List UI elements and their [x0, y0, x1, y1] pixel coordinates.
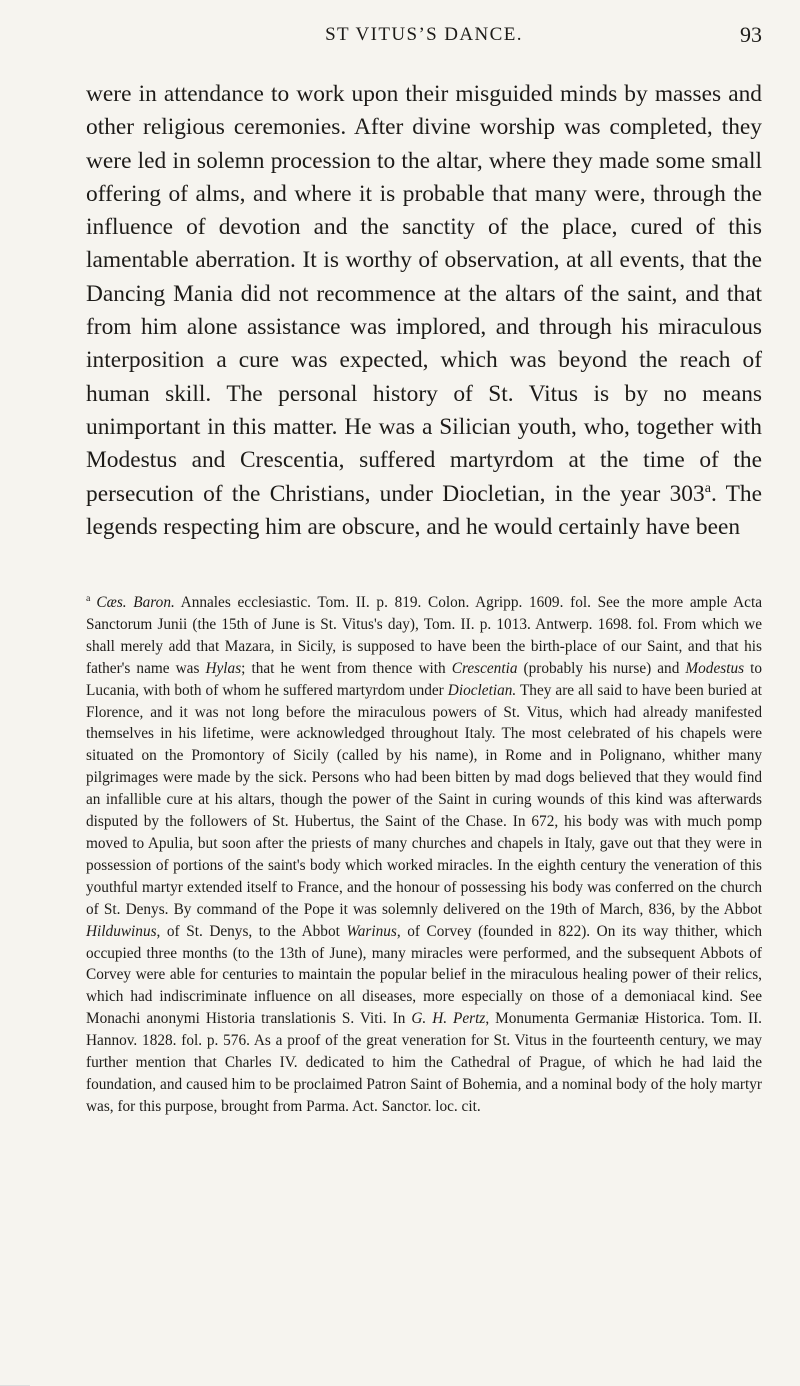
footnote-text-2: ; that he went from thence with	[241, 659, 452, 677]
footnote-text-7: , of Corvey (founded in 822). On its way thither, which occupied three months (to the 13th of June), many miracles were performed, and the subsequent Abbots of Corvey were able for centuries to maintain the popular belief in the miraculous healing power of their relics, which had indiscriminate influence on all diseases, more especially on those of a demoniacal kind. See Monachi anonymi Historia translationis S. Viti. In	[86, 922, 762, 1028]
footnote-text-3: (probably his nurse) and	[517, 659, 686, 677]
footnote-author: Cæs. Baron.	[96, 594, 175, 611]
page-header	[86, 24, 762, 54]
main-text-part-2: . The legends respecting him are obscure, and he would certainly have been	[86, 480, 763, 540]
name-crescentia: Crescentia	[451, 659, 518, 677]
name-modestus: Modestus	[685, 659, 745, 677]
footnote-text-6: , of St. Denys, to the Abbot	[156, 922, 347, 940]
name-hylas: Hylas	[205, 659, 242, 677]
footnote-text-5: They are all said to have been buried at Florence, and it was not long before the miraculous powers of St. Vitus, which had already manifested themselves in his lifetime, were acknowledged throughout Italy. The most celebrated of his chapels were situated on the Promontory of Sicily (called by his name), in Rome and in Polignano, whither many pilgrimages were made by the sick. Persons who had been bitten by mad dogs believed that they would find an infallible cure at his altars, though the power of the Saint in curing wounds of this kind was afterwards disputed by the followers of St. Hubertus, the Saint of the Chase. In 672, his body was with much pomp moved to Apulia, but soon after the priests of many churches and chapels in Italy, gave out that they were in possession of portions of the saint's body which worked miracles. In the eighth century the veneration of this youthful martyr extended itself to France, and the honour of possessing his body was conferred on the church of St. Denys. By command of the Pope it was solemnly delivered on the 19th of March, 836, by the Abbot	[86, 681, 762, 918]
footnote-reference: a	[704, 479, 711, 496]
footnote	[86, 592, 762, 1118]
page-number: 93	[740, 22, 762, 47]
footnote-marker: a	[86, 592, 91, 604]
name-pertz: G. H. Pertz	[411, 1010, 486, 1028]
main-paragraph	[86, 78, 762, 544]
footnote-text-4: to Lucania, with both of whom he suffered martyrdom under	[86, 659, 762, 699]
footnote-text-1: Annales ecclesiastic. Tom. II. p. 819. Colon. Agripp. 1609. fol. See the more ample Acta Sanctorum Junii (the 15th of June is St. Vitus's day), Tom. II. p. 1013. Antwerp. 1698. fol. From which we shall merely add that Mazara, in Sicily, is supposed to have been the birth-place of our Saint, and that his father's name was	[86, 594, 763, 677]
footnote-text-8: , Monumenta Germaniæ Historica. Tom. II. Hannov. 1828. fol. p. 576. As a proof of the great veneration for St. Vitus in the fourteenth century, we may further mention that Charles IV. dedicated to him the Cathedral of Prague, of which he had laid the foundation, and caused him to be proclaimed Patron Saint of Bohemia, and a nominal body of the holy martyr was, for this purpose, brought from Parma. Act. Sanctor. loc. cit.	[86, 1010, 762, 1115]
name-warinus: Warinus	[346, 922, 397, 940]
running-title: ST VITUS’S DANCE.	[325, 24, 523, 45]
name-hilduwinus: Hilduwinus	[86, 922, 157, 940]
main-text-part-1: were in attendance to work upon their misguided minds by masses and other religious ceremonies. After divine worship was completed, they were led in solemn procession to the altar, where they made some small offering of alms, and where it is probable that many were, through the influence of devotion and the sanctity of the place, cured of this lamentable aberration. It is worthy of observation, at all events, that the Dancing Mania did not recommence at the altars of the saint, and that from him alone assistance was implored, and through his miraculous interposition a cure was expected, which was beyond the reach of human skill. The personal history of St. Vitus is by no means unimportant in this matter. He was a Silician youth, who, together with Modestus and Crescentia, suffered martyrdom at the time of the persecution of the Christians, under Diocletian, in the year 303	[86, 81, 762, 507]
name-diocletian: Diocletian.	[447, 681, 517, 699]
